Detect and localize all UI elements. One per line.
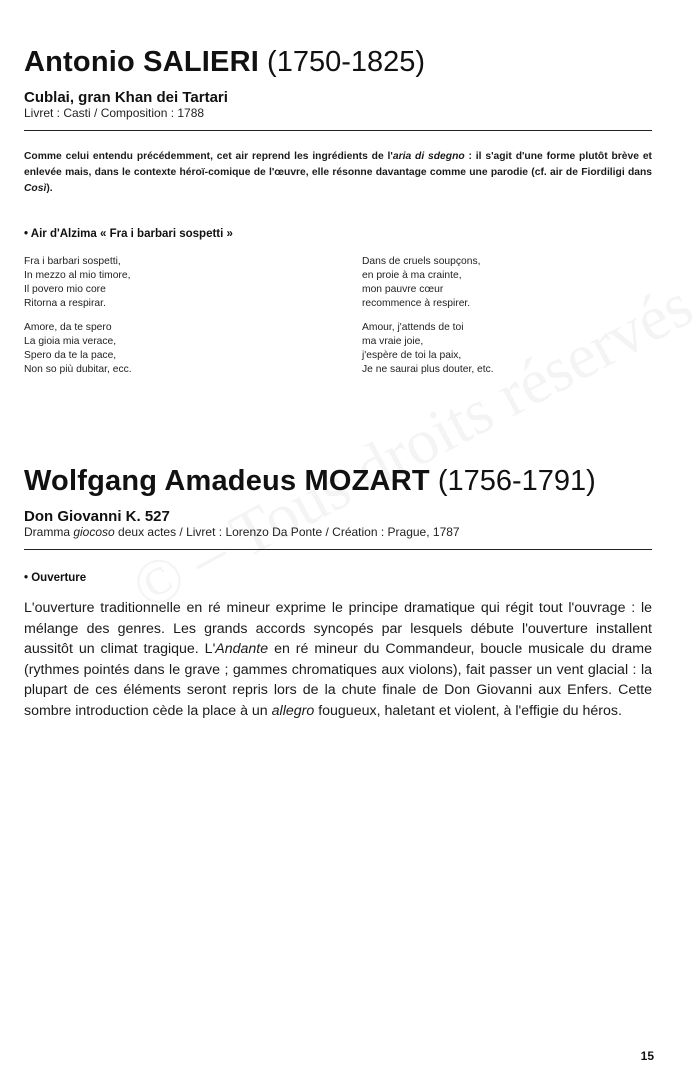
section-divider (24, 549, 652, 550)
aria-heading: • Air d'Alzima « Fra i barbari sospetti » (24, 228, 233, 240)
verse-line: ma vraie joie, (362, 336, 424, 347)
stanza (362, 321, 662, 377)
verse-line: Je ne saurai plus douter, etc. (362, 364, 494, 375)
composer-dates: (1750-1825) (267, 46, 426, 78)
stanza (24, 255, 324, 311)
french-translation (362, 255, 662, 387)
page-number: 15 (640, 1049, 654, 1063)
composer-name: Antonio SALIERI (24, 46, 259, 78)
work-title: Cublai, gran Khan dei Tartari (24, 89, 228, 106)
verse-line: Amore, da te spero (24, 322, 112, 333)
body-paragraph: L'ouverture traditionnelle en ré mineur exprime le principe dramatique qui régit tout l'ouvrage : le mélange des genres. Les grands accords syncopés par lesquels débute l'ouverture installent aussitôt un climat tragique. L'Andante en ré mineur du Commandeur, boucle musicale du drame (rythmes pointés dans le grave ; gammes chromatiques aux violons), fait passer un vent glacial : la plupart de ces éléments seront repris lors de la chute finale de Don Giovanni aux Enfers. Cette sombre introduction cède la place à un allegro fougueux, haletant et violent, à l'effigie du héros. (24, 600, 652, 719)
verse-line: recommence à respirer. (362, 298, 471, 309)
stanza (362, 255, 662, 311)
verse-line: Amour, j'attends de toi (362, 322, 464, 333)
stanza (24, 321, 324, 377)
verse-line: Non so più dubitar, ecc. (24, 364, 132, 375)
composer-dates: (1756-1791) (437, 465, 596, 497)
verse-line: en proie à ma crainte, (362, 270, 462, 281)
work-meta: Dramma giocoso deux actes / Livret : Lorenzo Da Ponte / Création : Prague, 1787 (24, 525, 460, 539)
section-divider (24, 130, 652, 131)
verse-line: Il povero mio core (24, 284, 106, 295)
verse-line: mon pauvre cœur (362, 284, 444, 295)
verse-line: La gioia mia verace, (24, 336, 117, 347)
verse-line: Spero da te la pace, (24, 350, 117, 361)
composer-heading-mozart (24, 465, 596, 497)
verse-line: j'espère de toi la paix, (362, 350, 462, 361)
work-meta: Livret : Casti / Composition : 1788 (24, 106, 205, 120)
verse-line: In mezzo al mio timore, (24, 270, 131, 281)
intro-paragraph: Comme celui entendu précédemment, cet air reprend les ingrédients de l'aria di sdegno : il s'agit d'une forme plutôt brève et enlevée mais, dans le contexte héroï-comique de l'œuvre, elle résonne davantage comme une parodie (cf. air de Fiordiligi dans Così). (24, 151, 652, 194)
verse-line: Dans de cruels soupçons, (362, 256, 481, 267)
composer-heading-salieri (24, 46, 425, 78)
composer-name: Wolfgang Amadeus MOZART (24, 465, 430, 497)
verse-line: Ritorna a respirar. (24, 298, 106, 309)
work-title: Don Giovanni K. 527 (24, 508, 170, 525)
italian-lyrics (24, 255, 324, 387)
section-heading: • Ouverture (24, 572, 87, 584)
verse-line: Fra i barbari sospetti, (24, 256, 121, 267)
